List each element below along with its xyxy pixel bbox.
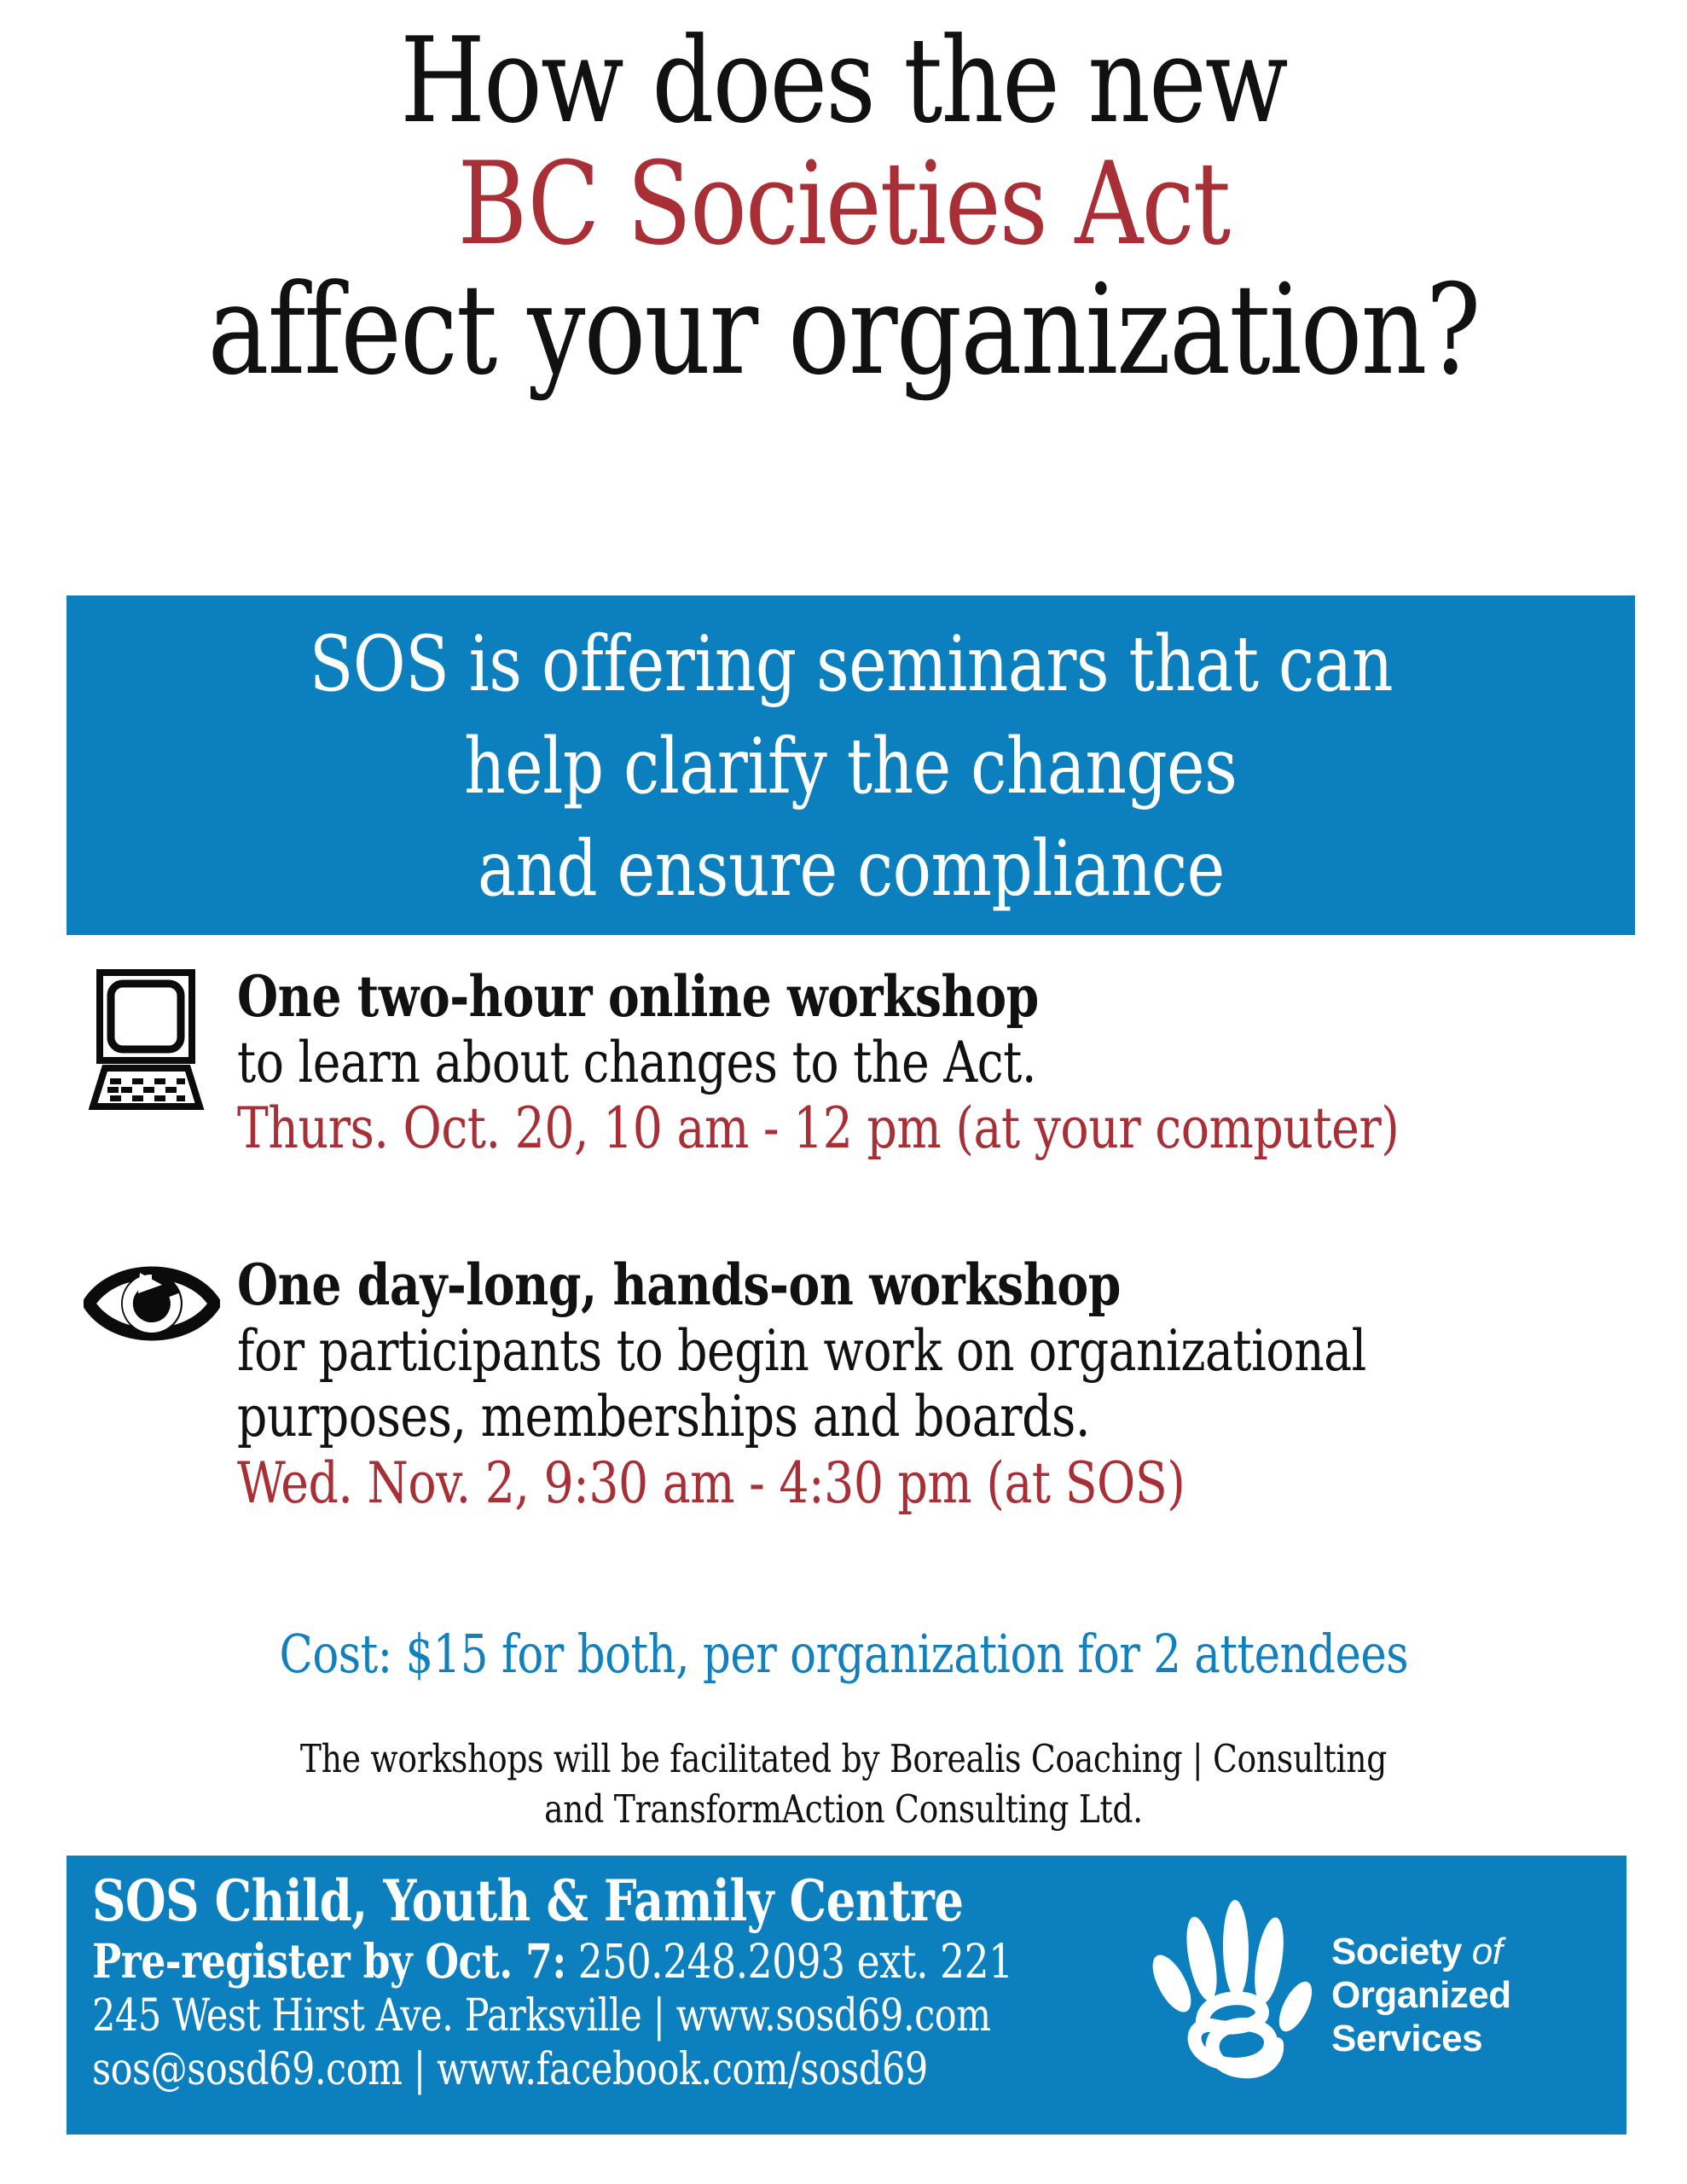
contact-details <box>67 1856 1149 2135</box>
logo-word-services: Services <box>1331 2018 1483 2060</box>
pre-register-label: Pre-register by Oct. 7: <box>92 1932 566 1989</box>
banner-line-3: and ensure compliance <box>477 823 1225 914</box>
banner-line-2: help clarify the changes <box>464 722 1238 812</box>
workshop-title: One two-hour online workshop <box>237 963 1039 1030</box>
logo-wordmark <box>1319 1930 1511 2060</box>
workshop-schedule: Wed. Nov. 2, 9:30 am - 4:30 pm (at SOS) <box>237 1449 1186 1516</box>
cost-text: Cost: $15 for both, per organization for 2 attendees <box>279 1623 1408 1685</box>
workshop-item-online <box>67 964 1487 1162</box>
email-and-facebook[interactable]: sos@sosd69.com | www.facebook.com/sosd69 <box>92 2044 928 2096</box>
page-title <box>0 12 1687 404</box>
logo-word-society: Society of <box>1331 1930 1503 1972</box>
banner-line-1: SOS is offering seminars that can <box>309 619 1393 710</box>
headline-line-3: affect your organization? <box>207 258 1480 404</box>
workshop-description: to learn about changes to the Act. <box>237 1030 1036 1096</box>
facilitators-note <box>0 1734 1687 1835</box>
address-and-website[interactable]: 245 West Hirst Ave. Parksville | www.sosd69.com <box>92 1989 991 2042</box>
logo-word-organized: Organized <box>1331 1973 1511 2016</box>
facilitators-line-1: The workshops will be facilitated by Borealis Coaching | Consulting <box>299 1736 1388 1781</box>
sos-logo <box>1149 1856 1626 2135</box>
eye-icon <box>67 1252 237 1351</box>
logo-word-of: of <box>1471 1930 1503 1972</box>
contact-footer <box>67 1856 1626 2135</box>
workshop-description-line-1: for participants to begin work on organizational <box>237 1318 1366 1385</box>
workshop-item-hands-on <box>67 1252 1451 1516</box>
pre-register-line <box>92 1933 1064 1989</box>
laptop-icon <box>67 964 237 1110</box>
intro-banner <box>67 595 1635 935</box>
headline-line-1: How does the new <box>400 12 1287 149</box>
workshop-item-hands-on-text <box>237 1252 1451 1516</box>
headline-line-2-act-name: BC Societies Act <box>457 137 1230 271</box>
cost-line <box>0 1623 1687 1685</box>
workshop-schedule: Thurs. Oct. 20, 10 am - 12 pm (at your computer) <box>237 1095 1400 1162</box>
facilitators-line-2: and TransformAction Consulting Ltd. <box>544 1786 1143 1833</box>
hand-with-swirl-logo-mark <box>1149 1896 1319 2095</box>
phone-number[interactable]: 250.248.2093 ext. 221 <box>577 1933 1013 1989</box>
organization-name: SOS Child, Youth & Family Centre <box>92 1867 964 1934</box>
workshop-title: One day-long, hands-on workshop <box>237 1252 1121 1318</box>
workshop-item-online-text <box>237 964 1487 1162</box>
workshop-description-line-2: purposes, memberships and boards. <box>237 1384 1090 1450</box>
